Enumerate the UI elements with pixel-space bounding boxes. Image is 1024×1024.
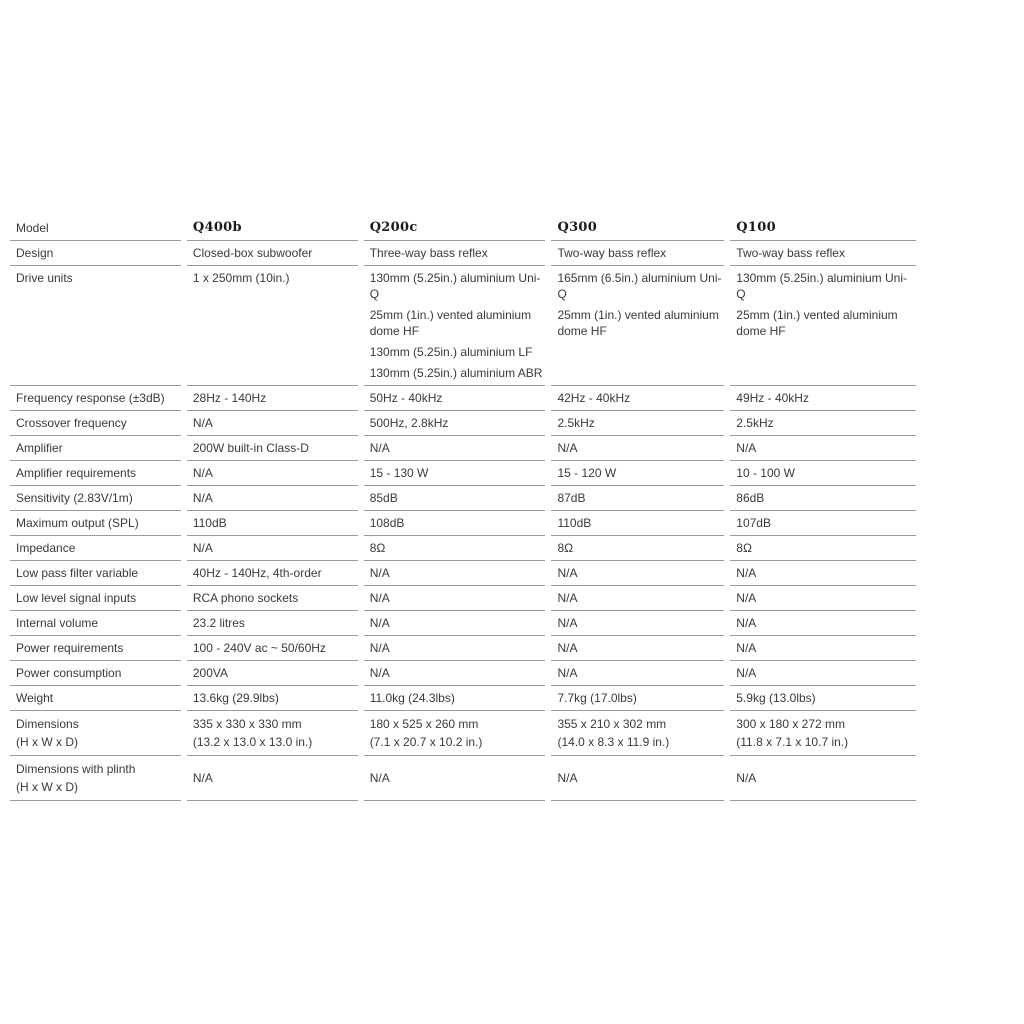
row-label: Low pass filter variable [10, 561, 181, 586]
dimension-mm: 300 x 180 x 272 mm [736, 717, 846, 731]
drive-unit: 25mm (1in.) vented aluminium dome HF [369, 308, 532, 338]
drive-unit: 130mm (5.25in.) aluminium LF [369, 345, 533, 359]
table-cell: 500Hz, 2.8kHz [364, 411, 546, 436]
table-cell: Three-way bass reflex [364, 241, 546, 266]
row-label: Maximum output (SPL) [10, 511, 181, 536]
table-cell: 5.9kg (13.0lbs) [730, 686, 916, 711]
table-row [10, 756, 916, 801]
table-cell: N/A [551, 611, 724, 636]
table-row [10, 486, 916, 511]
table-cell [187, 266, 358, 386]
table-cell [730, 266, 916, 386]
table-cell: 2.5kHz [551, 411, 724, 436]
table-cell: N/A [364, 756, 546, 801]
table-cell: 108dB [364, 511, 546, 536]
spec-table [10, 216, 916, 801]
table-cell: Closed-box subwoofer [187, 241, 358, 266]
table-cell: 15 - 130 W [364, 461, 546, 486]
table-row [10, 711, 916, 756]
row-label: Crossover frequency [10, 411, 181, 436]
table-cell: N/A [551, 436, 724, 461]
row-label-line: (H x W x D) [16, 780, 78, 794]
table-row [10, 636, 916, 661]
table-cell: N/A [364, 586, 546, 611]
drive-unit: 25mm (1in.) vented aluminium dome HF [736, 308, 898, 338]
dimension-mm: 335 x 330 x 330 mm [192, 717, 302, 731]
table-cell: N/A [730, 586, 916, 611]
row-label: Drive units [10, 266, 181, 386]
table-cell: 2.5kHz [730, 411, 916, 436]
row-label [10, 756, 181, 801]
table-cell: N/A [730, 611, 916, 636]
row-label: Power consumption [10, 661, 181, 686]
table-row [10, 386, 916, 411]
table-row [10, 436, 916, 461]
table-cell: 110dB [551, 511, 724, 536]
drive-unit: 130mm (5.25in.) aluminium Uni-Q [369, 271, 541, 301]
table-cell: 200W built-in Class-D [187, 436, 358, 461]
table-row [10, 586, 916, 611]
drive-unit: 130mm (5.25in.) aluminium Uni-Q [736, 271, 908, 301]
table-row [10, 266, 916, 386]
table-cell: 107dB [730, 511, 916, 536]
table-cell: 86dB [730, 486, 916, 511]
row-label [10, 711, 181, 756]
table-cell: N/A [730, 561, 916, 586]
table-cell: 28Hz - 140Hz [187, 386, 358, 411]
row-label: Power requirements [10, 636, 181, 661]
drive-unit: 130mm (5.25in.) aluminium ABR [369, 366, 543, 380]
table-cell: N/A [551, 661, 724, 686]
row-label: Sensitivity (2.83V/1m) [10, 486, 181, 511]
table-cell: N/A [551, 636, 724, 661]
table-header-row [10, 216, 916, 241]
table-cell [364, 711, 546, 756]
table-row [10, 536, 916, 561]
model-q400b: Q400b [187, 216, 358, 241]
table-cell: N/A [364, 436, 546, 461]
dimension-in: (14.0 x 8.3 x 11.9 in.) [557, 735, 670, 749]
table-cell: 11.0kg (24.3lbs) [364, 686, 546, 711]
table-cell: N/A [551, 561, 724, 586]
table-cell: 15 - 120 W [551, 461, 724, 486]
table-cell: 200VA [187, 661, 358, 686]
table-cell: 50Hz - 40kHz [364, 386, 546, 411]
table-cell: Two-way bass reflex [551, 241, 724, 266]
table-cell: N/A [187, 536, 358, 561]
row-label: Low level signal inputs [10, 586, 181, 611]
table-cell: N/A [730, 636, 916, 661]
table-cell [187, 711, 358, 756]
row-label-line: (H x W x D) [16, 735, 78, 749]
table-cell: N/A [730, 436, 916, 461]
table-cell: 40Hz - 140Hz, 4th-order [187, 561, 358, 586]
table-cell: 7.7kg (17.0lbs) [551, 686, 724, 711]
table-row [10, 241, 916, 266]
table-row [10, 511, 916, 536]
table-cell [730, 711, 916, 756]
table-cell: 100 - 240V ac ~ 50/60Hz [187, 636, 358, 661]
table-cell [551, 711, 724, 756]
table-cell: N/A [187, 756, 358, 801]
row-label: Weight [10, 686, 181, 711]
dimension-in: (11.8 x 7.1 x 10.7 in.) [736, 735, 849, 749]
table-cell: 10 - 100 W [730, 461, 916, 486]
table-cell: N/A [551, 586, 724, 611]
table-row [10, 561, 916, 586]
model-q100: Q100 [730, 216, 916, 241]
table-row [10, 611, 916, 636]
dimension-mm: 355 x 210 x 302 mm [557, 717, 667, 731]
drive-unit: 1 x 250mm (10in.) [192, 271, 290, 285]
table-cell: 85dB [364, 486, 546, 511]
table-cell: N/A [187, 461, 358, 486]
table-cell: N/A [364, 636, 546, 661]
table-cell [364, 266, 546, 386]
row-label: Impedance [10, 536, 181, 561]
table-cell: N/A [364, 661, 546, 686]
table-cell: 23.2 litres [187, 611, 358, 636]
table-cell: N/A [730, 661, 916, 686]
drive-unit: 165mm (6.5in.) aluminium Uni-Q [557, 271, 722, 301]
header-label: Model [10, 216, 181, 241]
table-cell: N/A [730, 756, 916, 801]
row-label: Amplifier requirements [10, 461, 181, 486]
table-cell: Two-way bass reflex [730, 241, 916, 266]
table-cell: N/A [364, 611, 546, 636]
table-cell: 49Hz - 40kHz [730, 386, 916, 411]
row-label: Internal volume [10, 611, 181, 636]
model-q300: Q300 [551, 216, 724, 241]
table-cell [551, 266, 724, 386]
row-label: Design [10, 241, 181, 266]
dimension-in: (13.2 x 13.0 x 13.0 in.) [192, 735, 313, 749]
model-q200c: Q200c [364, 216, 546, 241]
drive-unit: 25mm (1in.) vented aluminium dome HF [557, 308, 719, 338]
table-cell: N/A [551, 756, 724, 801]
table-cell: N/A [364, 561, 546, 586]
table-cell: 8Ω [364, 536, 546, 561]
table-cell: 8Ω [551, 536, 724, 561]
table-cell: 8Ω [730, 536, 916, 561]
dimension-in: (7.1 x 20.7 x 10.2 in.) [369, 735, 483, 749]
table-cell: 87dB [551, 486, 724, 511]
table-cell: 42Hz - 40kHz [551, 386, 724, 411]
table-cell: RCA phono sockets [187, 586, 358, 611]
table-row [10, 686, 916, 711]
table-row [10, 661, 916, 686]
row-label: Amplifier [10, 436, 181, 461]
table-cell: N/A [187, 486, 358, 511]
table-row [10, 411, 916, 436]
table-cell: N/A [187, 411, 358, 436]
table-row [10, 461, 916, 486]
row-label-line: Dimensions with plinth [16, 762, 136, 776]
dimension-mm: 180 x 525 x 260 mm [369, 717, 479, 731]
table-cell: 13.6kg (29.9lbs) [187, 686, 358, 711]
row-label: Frequency response (±3dB) [10, 386, 181, 411]
row-label-line: Dimensions [16, 717, 79, 731]
table-cell: 110dB [187, 511, 358, 536]
